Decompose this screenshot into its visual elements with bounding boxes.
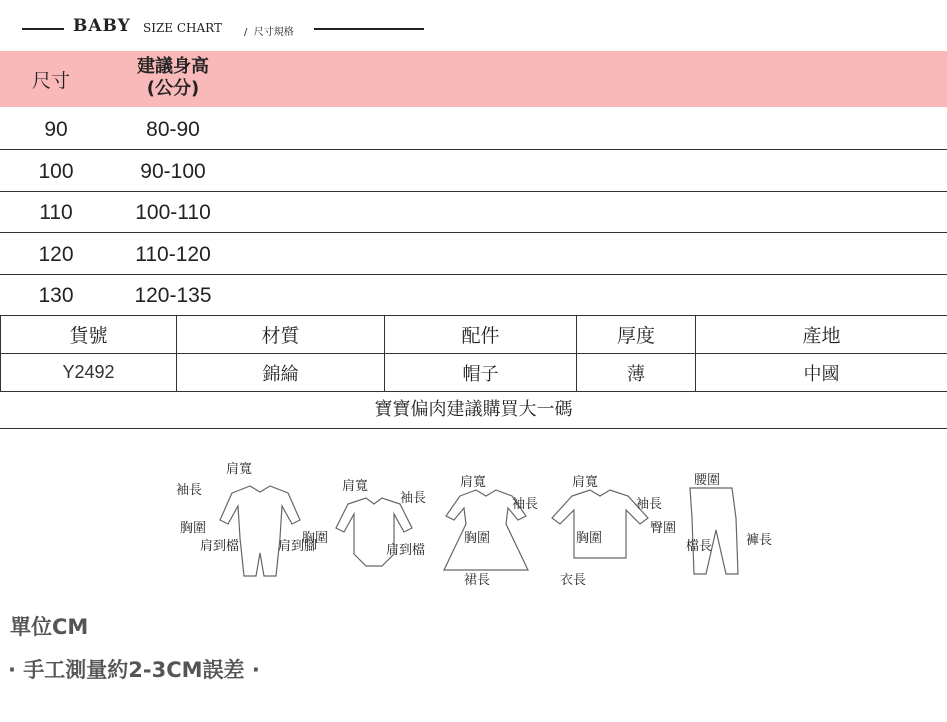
accessory-value: 帽子 (385, 354, 577, 392)
height-column-header: 建議身高 (公分) (137, 56, 209, 99)
size-column-header: 尺寸 (32, 70, 71, 92)
size-value: 90 (44, 118, 68, 141)
label-pants-length: 褲長 (746, 533, 773, 548)
label-sleeve-length: 袖長 (636, 497, 663, 512)
origin-value: 中國 (696, 354, 947, 392)
label-chest: 胸圍 (576, 531, 603, 546)
size-value: 100 (38, 160, 74, 183)
size-chart-header (0, 14, 947, 44)
thickness-header: 厚度 (577, 316, 696, 354)
pants-outline-icon (690, 488, 738, 574)
label-shoulder-width: 肩寬 (226, 462, 253, 477)
size-table-header (0, 51, 947, 107)
top-outline-icon (552, 490, 648, 558)
size-row (0, 108, 947, 150)
label-dress-length: 裙長 (464, 573, 491, 588)
material-header: 材質 (177, 316, 385, 354)
thickness-value: 薄 (577, 354, 696, 392)
size-value: 120 (38, 243, 74, 266)
brand-title: BABY (73, 16, 131, 36)
label-shoulder-width: 肩寬 (460, 475, 487, 490)
label-shoulder-to-foot: 肩到腳 (278, 539, 318, 554)
label-shoulder-to-crotch: 肩到檔 (200, 539, 240, 554)
item-number-value: Y2492 (1, 354, 177, 392)
label-shoulder-width: 肩寬 (572, 475, 599, 490)
info-header-row (1, 316, 947, 354)
height-value: 120-135 (134, 284, 212, 307)
material-value: 錦綸 (177, 354, 385, 392)
size-row (0, 233, 947, 275)
romper-outline-icon (220, 486, 300, 576)
unit-note: 單位CM (10, 615, 89, 639)
height-value: 80-90 (146, 118, 200, 141)
measurement-diagram (160, 458, 780, 598)
label-sleeve-length: 袖長 (400, 491, 427, 506)
header-subtitle: SIZE CHART (143, 21, 223, 35)
diagram-labels (176, 462, 772, 588)
label-shoulder-width: 肩寬 (342, 479, 369, 494)
origin-header: 產地 (696, 316, 947, 354)
product-info-table (0, 315, 947, 392)
size-row (0, 191, 947, 233)
label-rise: 檔長 (686, 539, 713, 554)
accessory-header: 配件 (385, 316, 577, 354)
size-row (0, 150, 947, 192)
size-value: 110 (39, 201, 73, 224)
item-number-header: 貨號 (1, 316, 177, 354)
label-sleeve-length: 袖長 (512, 497, 539, 512)
label-chest: 胸圍 (464, 531, 491, 546)
height-value: 110-120 (135, 243, 211, 266)
header-subtitle-zh: / 尺寸規格 (244, 27, 294, 38)
label-chest: 胸圍 (180, 521, 207, 536)
label-hip: 臀圍 (650, 521, 677, 536)
header-rule-left (22, 28, 64, 30)
label-waist: 腰圍 (694, 473, 721, 488)
height-value: 100-110 (135, 201, 211, 224)
sizing-advice: 寶寶偏肉建議購買大一碼 (0, 392, 947, 429)
label-sleeve-length: 袖長 (176, 483, 203, 498)
label-shoulder-to-crotch: 肩到檔 (386, 543, 426, 558)
height-value: 90-100 (140, 160, 206, 183)
info-value-row (1, 354, 947, 392)
tolerance-note: · 手工測量約2-3CM誤差 · (8, 658, 260, 682)
label-top-length: 衣長 (560, 573, 587, 588)
label-chest: 胸圍 (302, 531, 329, 546)
header-rule-right (314, 28, 424, 30)
size-row (0, 274, 947, 315)
size-value: 130 (38, 284, 74, 307)
